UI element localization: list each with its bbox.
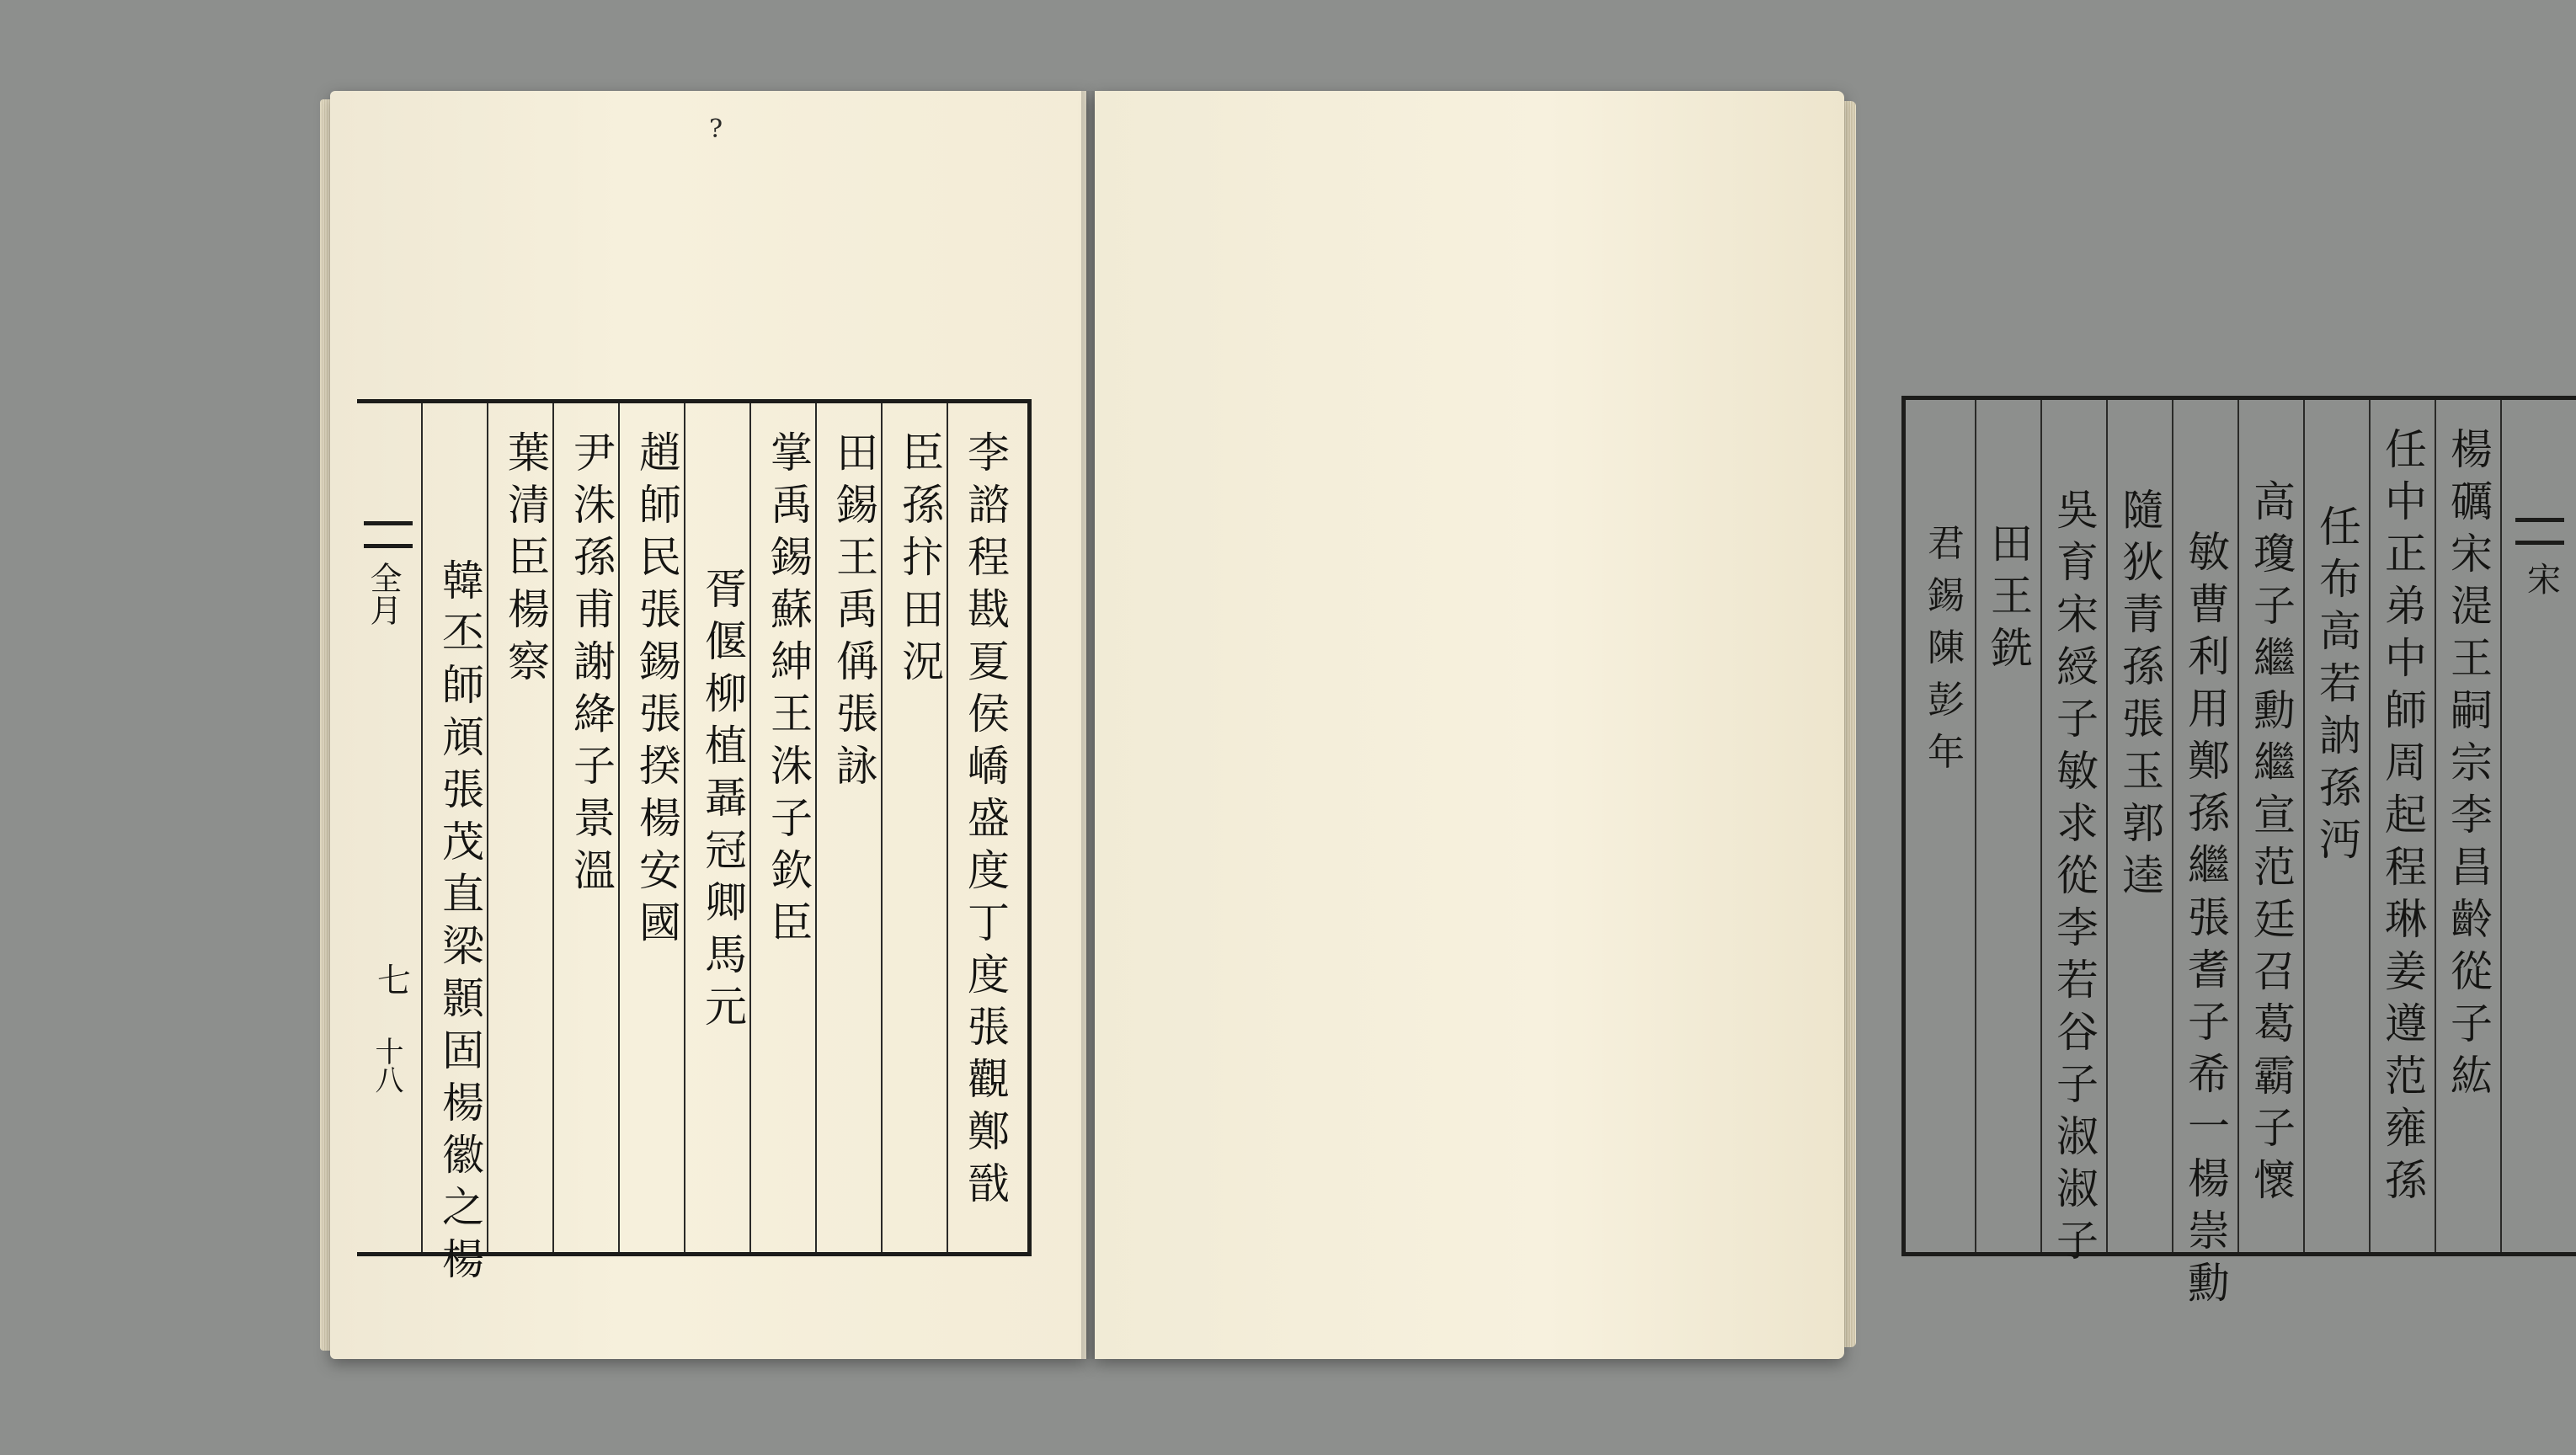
fish-tail-mark xyxy=(2515,518,2564,545)
text-column-2: 臣 孫 抃 田 況 xyxy=(902,429,944,686)
right-page xyxy=(1095,91,2561,1359)
open-book xyxy=(330,91,2561,1359)
corner-mark: 七 xyxy=(377,962,411,1000)
text-column-9: 君 錫 陳 彭 年 xyxy=(1928,522,1965,774)
text-column-7: 吳 育 宋 綬 子 敏 求 從 李 若 谷 子 淑 淑 子 xyxy=(2056,486,2099,1266)
left-page xyxy=(330,91,1086,1359)
text-column-8: 葉 清 臣 楊 察 xyxy=(508,429,550,686)
text-column-9: 韓 丕 師 頏 張 茂 直 梁 顥 固 楊 徽 之 楊 xyxy=(442,557,484,1284)
page-number: 十八 xyxy=(370,1037,403,1094)
text-column-7: 尹 洙 孫 甫 謝 絳 子 景 溫 xyxy=(573,429,616,895)
fish-tail-mark xyxy=(364,521,413,548)
dynasty-label: 宋 xyxy=(2527,561,2561,600)
right-page-frame xyxy=(1901,396,2576,1308)
text-column-4: 高 瓊 子 繼 勳 繼 宣 范 廷 召 葛 霸 子 懷 xyxy=(2253,477,2296,1205)
left-fold-column xyxy=(357,403,421,1252)
text-column-1: 李 諮 程 戡 夏 侯 嶠 盛 度 丁 度 張 觀 鄭 戩 xyxy=(968,429,1010,1208)
fold-title: 全月 xyxy=(365,562,402,626)
page-smudge-mark: ? xyxy=(709,115,723,144)
text-column-5: 敏 曹 利 用 鄭 孫 繼 張 耆 子 希 一 楊 崇 勳 xyxy=(2188,528,2230,1308)
right-fold-column xyxy=(2509,400,2573,1252)
text-column-1: 楊 礪 宋 湜 王 嗣 宗 李 昌 齡 從 子 紘 xyxy=(2451,425,2493,1101)
text-column-5: 胥 偃 柳 植 聶 冠 卿 馬 元 xyxy=(705,565,747,1031)
text-column-8: 田 王 銑 xyxy=(1991,520,2033,673)
text-column-4: 掌 禹 錫 蘇 紳 王 洙 子 欽 臣 xyxy=(771,429,813,947)
text-column-6: 隨 狄 青 孫 張 玉 郭 逵 xyxy=(2122,486,2164,900)
text-column-3: 任 布 高 若 訥 孫 沔 xyxy=(2319,503,2361,865)
text-column-6: 趙 師 民 張 錫 張 揆 楊 安 國 xyxy=(639,429,681,947)
text-column-3: 田 錫 王 禹 偁 張 詠 xyxy=(836,429,878,791)
text-column-2: 任 中 正 弟 中 師 周 起 程 琳 姜 遵 范 雍 孫 xyxy=(2385,425,2427,1205)
left-page-frame xyxy=(357,399,1032,1284)
